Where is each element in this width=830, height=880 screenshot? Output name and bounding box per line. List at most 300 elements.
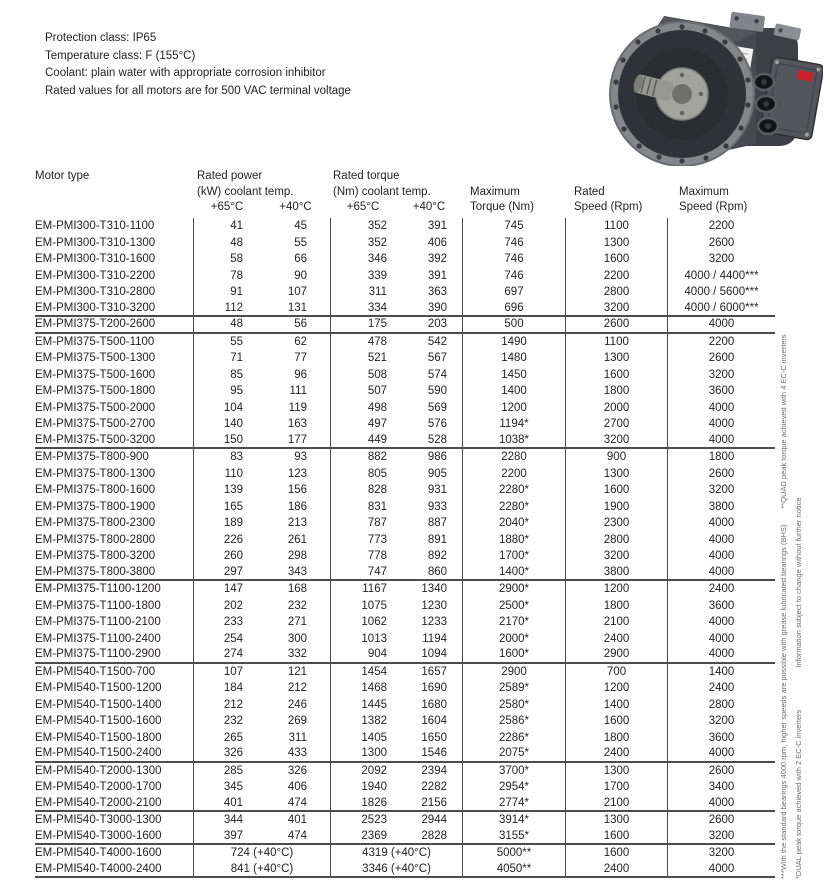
table-row [35, 845, 775, 862]
table-row [35, 581, 775, 598]
cell-torque-40c: 1657 [421, 665, 447, 678]
cell-motor-type: EM-PMI540-T1500-1400 [35, 698, 162, 711]
cell-power-65c: 189 [193, 515, 261, 532]
cell-max-torque: 1490 [462, 334, 565, 351]
cell-torque-65c: 1013 [330, 631, 396, 648]
table-row [35, 499, 775, 516]
cell-torque-40c: 1680 [421, 698, 447, 711]
cell-power-40c: 56 [294, 318, 307, 331]
cell-rated-speed: 1600 [565, 482, 667, 499]
cell-max-speed: 2600 [667, 466, 775, 483]
cell-power-40c: 111 [289, 385, 307, 398]
cell-torque-40c: 1340 [421, 583, 447, 596]
cell-power-40c: 77 [294, 352, 307, 365]
cell-max-torque: 2589* [462, 680, 565, 697]
column-header-motor-type: Motor type [35, 170, 90, 182]
cell-power-40c: 261 [287, 533, 307, 546]
cell-max-speed: 2600 [667, 763, 775, 780]
cell-torque-65c: 828 [330, 482, 396, 499]
cell-torque-40c: 542 [427, 335, 447, 348]
table-row [35, 779, 775, 796]
cell-power-65c: 112 [193, 301, 261, 316]
cell-motor-type: EM-PMI540-T3000-1600 [35, 829, 162, 842]
cell-max-torque: 696 [462, 301, 565, 316]
cell-motor-type: EM-PMI375-T1100-2100 [35, 616, 161, 629]
cell-max-speed: 4000 [667, 796, 775, 811]
cell-power-40c: 119 [288, 401, 307, 414]
cell-torque-merged: 4319 (+40°C) [330, 845, 462, 862]
cell-motor-type: EM-PMI375-T800-900 [35, 451, 149, 464]
cell-motor-type: EM-PMI300-T310-3200 [35, 301, 156, 314]
column-header-torque-65c: +65°C [346, 201, 380, 213]
cell-torque-40c: 2282 [421, 781, 447, 794]
cell-torque-65c: 175 [330, 317, 396, 332]
cell-power-65c: 184 [193, 680, 261, 697]
cell-motor-type: EM-PMI375-T1100-1200 [35, 583, 161, 596]
cell-torque-40c: 590 [427, 385, 447, 398]
cell-max-torque: 745 [462, 218, 565, 235]
cell-rated-speed: 1800 [565, 598, 667, 615]
cell-torque-40c: 567 [427, 352, 447, 365]
cell-torque-40c: 1604 [421, 715, 447, 728]
cell-torque-40c: 391 [427, 220, 447, 233]
table-row [35, 482, 775, 499]
cell-rated-speed: 1800 [565, 730, 667, 747]
cell-max-torque: 5000** [462, 845, 565, 862]
cell-power-65c: 212 [193, 697, 261, 714]
cell-motor-type: EM-PMI375-T500-2700 [35, 418, 156, 431]
cell-power-40c: 474 [287, 796, 307, 809]
cell-max-speed: 4000 / 6000*** [667, 301, 775, 316]
table-row [35, 466, 775, 483]
cell-max-speed: 4000 [667, 862, 775, 877]
cell-rated-speed: 1400 [565, 697, 667, 714]
cell-torque-65c: 747 [330, 565, 396, 580]
column-header-max-torque-line2: Torque (Nm) [470, 201, 534, 213]
cell-max-speed: 3200 [667, 713, 775, 730]
cell-rated-speed: 1600 [565, 367, 667, 384]
cell-rated-speed: 1600 [565, 829, 667, 844]
column-header-power-65c: +65°C [210, 201, 244, 213]
cell-max-torque: 2280* [462, 482, 565, 499]
cell-max-torque: 1400* [462, 565, 565, 580]
footnote-info-subject: Information subject to change without further notice [794, 497, 803, 668]
table-row [35, 664, 775, 681]
cell-torque-65c: 478 [330, 334, 396, 351]
cell-rated-speed: 3200 [565, 301, 667, 316]
cell-max-torque: 2000* [462, 631, 565, 648]
cell-motor-type: EM-PMI375-T800-2800 [35, 533, 156, 546]
cell-power-40c: 90 [294, 269, 307, 282]
table-row [35, 317, 775, 334]
cell-torque-65c: 2092 [330, 763, 396, 780]
cell-power-65c: 297 [193, 565, 261, 580]
column-header-max-speed-line2: Speed (Rpm) [679, 201, 748, 213]
cell-torque-65c: 346 [330, 251, 396, 268]
cell-max-speed: 4000 [667, 647, 775, 662]
footnote-dual-peak: *DUAL peak torque achieved with 2 EC-C inverters [794, 709, 803, 879]
cell-motor-type: EM-PMI375-T800-1600 [35, 484, 156, 497]
cell-power-40c: 123 [287, 467, 307, 480]
cell-rated-speed: 1900 [565, 499, 667, 516]
cell-max-speed: 1800 [667, 449, 775, 466]
cell-torque-40c: 2828 [421, 829, 447, 842]
table-row [35, 367, 775, 384]
cell-power-65c: 226 [193, 532, 261, 549]
cell-power-40c: 343 [287, 565, 307, 578]
cell-power-40c: 45 [294, 220, 307, 233]
cell-max-torque: 1480 [462, 350, 565, 367]
cell-torque-40c: 891 [427, 533, 447, 546]
cell-rated-speed: 1100 [565, 334, 667, 351]
cell-power-65c: 110 [193, 466, 261, 483]
cell-rated-speed: 700 [565, 664, 667, 681]
cell-motor-type: EM-PMI375-T800-2300 [35, 517, 156, 530]
cell-rated-speed: 3800 [565, 565, 667, 580]
cell-power-65c: 95 [193, 383, 261, 400]
cell-max-torque: 500 [462, 317, 565, 332]
cell-torque-40c: 528 [427, 433, 447, 446]
cell-power-40c: 55 [294, 236, 307, 249]
cell-torque-40c: 392 [427, 253, 447, 266]
cell-motor-type: EM-PMI375-T500-2000 [35, 401, 156, 414]
cell-rated-speed: 2100 [565, 796, 667, 811]
cell-max-torque: 1450 [462, 367, 565, 384]
cell-torque-40c: 860 [427, 565, 447, 578]
cell-max-torque: 2040* [462, 515, 565, 532]
cell-torque-65c: 1940 [330, 779, 396, 796]
cell-max-speed: 3200 [667, 829, 775, 844]
cell-torque-65c: 778 [330, 548, 396, 565]
cell-torque-40c: 2156 [421, 796, 447, 809]
cell-max-speed: 4000 [667, 317, 775, 332]
cell-torque-40c: 1690 [421, 682, 447, 695]
cell-torque-65c: 311 [330, 284, 396, 301]
cell-max-torque: 2900 [462, 664, 565, 681]
cell-torque-40c: 390 [427, 301, 447, 314]
cell-motor-type: EM-PMI300-T310-1100 [35, 220, 155, 233]
cell-motor-type: EM-PMI540-T4000-1600 [35, 847, 162, 860]
table-row [35, 416, 775, 433]
cell-max-torque: 2286* [462, 730, 565, 747]
cell-max-torque: 2170* [462, 614, 565, 631]
cell-max-torque: 1038* [462, 433, 565, 448]
cell-torque-40c: 1233 [421, 616, 447, 629]
cell-max-torque: 746 [462, 268, 565, 285]
cell-motor-type: EM-PMI375-T500-1100 [35, 335, 155, 348]
cell-rated-speed: 900 [565, 449, 667, 466]
cell-torque-65c: 1468 [330, 680, 396, 697]
cell-torque-40c: 569 [427, 401, 447, 414]
cell-torque-65c: 2369 [330, 829, 396, 844]
table-row [35, 713, 775, 730]
column-header-max-speed-line1: Maximum [679, 185, 729, 198]
cell-power-65c: 345 [193, 779, 261, 796]
cell-torque-40c: 887 [427, 517, 447, 530]
cell-max-torque: 2200 [462, 466, 565, 483]
spec-table-body [35, 218, 775, 878]
cell-max-speed: 2400 [667, 581, 775, 598]
cell-power-40c: 433 [287, 747, 307, 760]
cell-power-65c: 232 [193, 713, 261, 730]
table-row [35, 284, 775, 301]
cell-max-torque: 3155* [462, 829, 565, 844]
cell-motor-type: EM-PMI300-T310-2200 [35, 269, 156, 282]
cell-power-40c: 107 [287, 286, 307, 299]
table-row [35, 235, 775, 252]
table-row [35, 796, 775, 813]
cell-rated-speed: 1300 [565, 812, 667, 829]
cell-max-torque: 1700* [462, 548, 565, 565]
table-row [35, 515, 775, 532]
cell-motor-type: EM-PMI375-T500-1800 [35, 385, 156, 398]
cell-torque-65c: 1826 [330, 796, 396, 811]
cell-power-65c: 48 [193, 317, 261, 332]
cell-max-speed: 1400 [667, 664, 775, 681]
cell-power-40c: 96 [294, 368, 307, 381]
cell-motor-type: EM-PMI375-T500-1600 [35, 368, 156, 381]
cell-motor-type: EM-PMI375-T1100-1800 [35, 599, 161, 612]
cell-max-torque: 1880* [462, 532, 565, 549]
cell-max-speed: 4000 [667, 433, 775, 448]
cell-power-65c: 150 [193, 433, 261, 448]
cell-rated-speed: 1200 [565, 680, 667, 697]
cell-max-torque: 746 [462, 251, 565, 268]
cell-power-65c: 91 [193, 284, 261, 301]
cell-max-speed: 2200 [667, 218, 775, 235]
cell-power-40c: 163 [287, 418, 307, 431]
rated-values-line: Rated values for all motors are for 500 VAC terminal voltage [45, 84, 351, 97]
cell-power-40c: 474 [287, 829, 307, 842]
cell-max-torque: 697 [462, 284, 565, 301]
cell-torque-65c: 1167 [330, 581, 396, 598]
cell-rated-speed: 1300 [565, 235, 667, 252]
cell-motor-type: EM-PMI540-T2000-1700 [35, 781, 162, 794]
cell-max-torque: 2954* [462, 779, 565, 796]
cell-max-speed: 2600 [667, 812, 775, 829]
table-header [35, 170, 775, 217]
table-row [35, 680, 775, 697]
cell-power-65c: 85 [193, 367, 261, 384]
cell-torque-40c: 1650 [421, 731, 447, 744]
cell-motor-type: EM-PMI375-T500-3200 [35, 433, 156, 446]
table-row [35, 449, 775, 466]
cell-torque-40c: 1230 [421, 599, 447, 612]
cell-max-speed: 2800 [667, 697, 775, 714]
cell-power-65c: 58 [193, 251, 261, 268]
cell-power-65c: 139 [193, 482, 261, 499]
cell-motor-type: EM-PMI375-T1100-2400 [35, 632, 161, 645]
motor-photo [598, 8, 823, 166]
cell-torque-40c: 892 [427, 550, 447, 563]
cell-torque-65c: 339 [330, 268, 396, 285]
cell-max-speed: 3200 [667, 251, 775, 268]
table-row [35, 730, 775, 747]
cell-motor-type: EM-PMI540-T1500-700 [35, 665, 156, 678]
cell-max-speed: 4000 [667, 515, 775, 532]
cell-max-speed: 4000 [667, 565, 775, 580]
cell-torque-65c: 1382 [330, 713, 396, 730]
cell-max-speed: 3600 [667, 730, 775, 747]
table-row [35, 631, 775, 648]
cell-power-merged: 724 (+40°C) [193, 845, 330, 862]
cell-torque-40c: 933 [427, 500, 447, 513]
cell-max-torque: 746 [462, 235, 565, 252]
cell-power-65c: 71 [193, 350, 261, 367]
table-row [35, 532, 775, 549]
cell-torque-65c: 449 [330, 433, 396, 448]
cell-max-torque: 2774* [462, 796, 565, 811]
column-header-rated-torque: Rated torque [333, 170, 400, 182]
table-row [35, 548, 775, 565]
column-header-torque-40c: +40°C [412, 201, 446, 213]
table-row [35, 400, 775, 417]
cell-power-40c: 213 [287, 517, 307, 530]
cell-max-speed: 3800 [667, 499, 775, 516]
cell-torque-65c: 831 [330, 499, 396, 516]
cell-power-65c: 397 [193, 829, 261, 844]
table-row [35, 251, 775, 268]
cell-rated-speed: 1600 [565, 713, 667, 730]
cell-torque-65c: 2523 [330, 812, 396, 829]
cell-power-65c: 401 [193, 796, 261, 811]
cell-max-torque: 2586* [462, 713, 565, 730]
cell-rated-speed: 2400 [565, 631, 667, 648]
cell-rated-speed: 2300 [565, 515, 667, 532]
cell-rated-speed: 1100 [565, 218, 667, 235]
cell-torque-65c: 334 [330, 301, 396, 316]
cell-motor-type: EM-PMI375-T800-3200 [35, 550, 156, 563]
cell-power-65c: 344 [193, 812, 261, 829]
cell-rated-speed: 1800 [565, 383, 667, 400]
cell-torque-65c: 1445 [330, 697, 396, 714]
cell-power-40c: 406 [287, 781, 307, 794]
cell-max-torque: 3914* [462, 812, 565, 829]
cell-max-torque: 1400 [462, 383, 565, 400]
cell-rated-speed: 1600 [565, 251, 667, 268]
spec-info-block [45, 30, 351, 100]
footnote-quad-peak: **QUAD peak torque achieved with 4 EC-C inverters [779, 334, 788, 509]
cell-power-65c: 274 [193, 647, 261, 662]
cell-max-speed: 4000 [667, 400, 775, 417]
table-row [35, 268, 775, 285]
cell-torque-65c: 1454 [330, 664, 396, 681]
cell-motor-type: EM-PMI540-T2000-1300 [35, 764, 162, 777]
cell-power-40c: 232 [287, 599, 307, 612]
cell-max-speed: 4000 [667, 614, 775, 631]
cell-power-65c: 104 [193, 400, 261, 417]
cell-rated-speed: 2200 [565, 268, 667, 285]
cell-max-speed: 2600 [667, 350, 775, 367]
cell-torque-65c: 805 [330, 466, 396, 483]
cell-power-40c: 131 [287, 301, 307, 314]
cell-rated-speed: 1300 [565, 466, 667, 483]
column-header-rated-speed-line1: Rated [574, 185, 605, 198]
cell-torque-40c: 986 [427, 451, 447, 464]
table-row [35, 350, 775, 367]
cell-power-40c: 326 [287, 764, 307, 777]
cell-torque-65c: 904 [330, 647, 396, 662]
cell-power-65c: 48 [193, 235, 261, 252]
table-row [35, 334, 775, 351]
cell-rated-speed: 3200 [565, 433, 667, 448]
cell-max-speed: 3200 [667, 367, 775, 384]
cell-motor-type: EM-PMI375-T200-2600 [35, 318, 156, 331]
cell-max-speed: 4000 [667, 548, 775, 565]
cell-max-speed: 3200 [667, 482, 775, 499]
cell-torque-65c: 1405 [330, 730, 396, 747]
cell-motor-type: EM-PMI540-T1500-2400 [35, 747, 162, 760]
cell-max-torque: 2075* [462, 746, 565, 761]
cell-motor-type: EM-PMI375-T800-3800 [35, 565, 156, 578]
cell-rated-speed: 2400 [565, 746, 667, 761]
cell-max-speed: 3600 [667, 383, 775, 400]
cell-rated-speed: 2900 [565, 647, 667, 662]
cell-torque-40c: 2394 [421, 764, 447, 777]
motor-front-face [610, 22, 754, 166]
cell-power-65c: 285 [193, 763, 261, 780]
power-connectors [754, 74, 778, 134]
cell-torque-40c: 931 [427, 484, 447, 497]
column-header-rated-speed-line2: Speed (Rpm) [574, 201, 643, 213]
footnote-column-2 [794, 498, 803, 880]
cell-power-65c: 254 [193, 631, 261, 648]
cell-torque-40c: 1546 [421, 747, 447, 760]
cell-torque-65c: 1075 [330, 598, 396, 615]
table-row [35, 433, 775, 450]
cell-max-torque: 1200 [462, 400, 565, 417]
cell-motor-type: EM-PMI375-T800-1900 [35, 500, 156, 513]
table-row [35, 829, 775, 846]
table-row [35, 763, 775, 780]
cell-motor-type: EM-PMI375-T500-1300 [35, 352, 156, 365]
cell-torque-40c: 576 [427, 418, 447, 431]
cell-torque-40c: 905 [427, 467, 447, 480]
cell-motor-type: EM-PMI540-T2000-2100 [35, 796, 162, 809]
cell-power-40c: 332 [287, 648, 307, 661]
cell-rated-speed: 1700 [565, 779, 667, 796]
cell-torque-65c: 352 [330, 218, 396, 235]
cell-motor-type: EM-PMI300-T310-2800 [35, 286, 156, 299]
cell-max-torque: 2280* [462, 499, 565, 516]
cell-power-65c: 233 [193, 614, 261, 631]
cell-motor-type: EM-PMI540-T1500-1200 [35, 682, 162, 695]
cell-power-40c: 246 [287, 698, 307, 711]
cell-max-torque: 1194* [462, 416, 565, 433]
cell-power-40c: 66 [294, 253, 307, 266]
cell-max-speed: 4000 / 5600*** [667, 284, 775, 301]
cell-max-speed: 3200 [667, 845, 775, 862]
cell-max-speed: 4000 [667, 532, 775, 549]
cell-max-speed: 4000 [667, 631, 775, 648]
cell-power-65c: 265 [193, 730, 261, 747]
cell-rated-speed: 2000 [565, 400, 667, 417]
table-row [35, 812, 775, 829]
cell-motor-type: EM-PMI375-T800-1300 [35, 467, 156, 480]
cell-torque-65c: 521 [330, 350, 396, 367]
cell-torque-merged: 3346 (+40°C) [330, 862, 462, 877]
table-row [35, 218, 775, 235]
cell-max-torque: 1600* [462, 647, 565, 662]
cell-rated-speed: 2100 [565, 614, 667, 631]
cell-power-40c: 121 [287, 665, 307, 678]
footnote-standard-bearings: ***With the standard bearings 4000 rpm, higher speeds are possible with grease lubricated bearings (BHS) [779, 524, 788, 879]
column-header-max-torque-line1: Maximum [470, 185, 520, 198]
table-row [35, 598, 775, 615]
cell-rated-speed: 2800 [565, 284, 667, 301]
cell-power-40c: 186 [287, 500, 307, 513]
cell-torque-65c: 773 [330, 532, 396, 549]
